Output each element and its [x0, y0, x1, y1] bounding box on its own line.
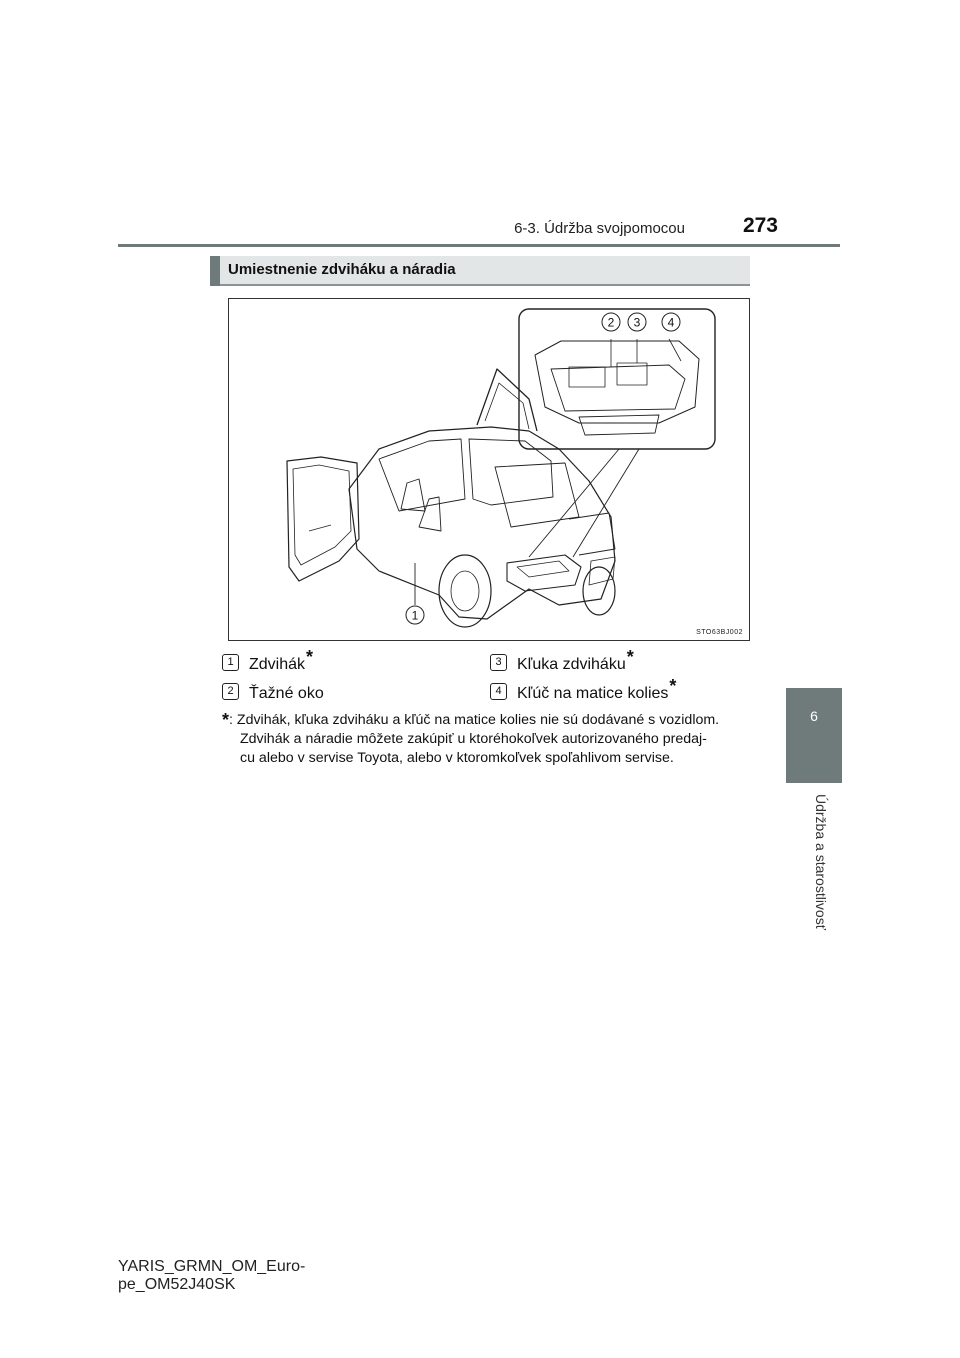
footnote-line-2: Zdvihák a náradie môžete zakúpiť u ktoréhokoľvek autorizovaného predaj-: [240, 731, 707, 747]
section-heading-accent: [210, 256, 220, 286]
callout-1: [406, 606, 424, 624]
legend-asterisk: *: [626, 647, 634, 667]
underfloor-tray: [507, 555, 581, 591]
callout-2: [602, 313, 620, 331]
legend-item-jack-handle: [490, 647, 634, 674]
legend-number-box: 4: [490, 683, 507, 700]
illustration-frame: [228, 298, 750, 641]
legend-label: Kľúč na matice kolies: [517, 685, 669, 702]
document-id-line-1: YARIS_GRMN_OM_Euro-: [118, 1258, 306, 1275]
callout-1-text: 1: [411, 608, 419, 623]
document-id-line-2: pe_OM52J40SK: [118, 1276, 236, 1293]
callout-4: [662, 313, 680, 331]
section-heading: [210, 256, 750, 286]
callout-3: [628, 313, 646, 331]
legend-label: Zdvihák: [249, 656, 306, 673]
document-id: [118, 1258, 358, 1294]
chapter-number: 6: [810, 708, 818, 724]
legend-number-box: 3: [490, 654, 507, 671]
section-heading-text: Umiestnenie zdviháku a náradia: [228, 261, 456, 278]
chapter-tab[interactable]: [786, 688, 842, 783]
footnote-line-3: cu alebo v servise Toyota, alebo v ktoromkoľvek spoľahlivom servise.: [240, 750, 674, 766]
figure-code: STO63BJ002: [696, 629, 743, 636]
header-divider: [118, 244, 840, 247]
raised-tailgate: [477, 369, 537, 431]
page-number: 273: [742, 214, 778, 237]
legend-item-jack: [222, 647, 314, 674]
open-door: [287, 457, 359, 581]
legend-item-wheel-nut-wrench: [490, 676, 677, 703]
legend-label: Ťažné oko: [249, 685, 324, 702]
car-tool-location-illustration: [229, 299, 749, 640]
legend-asterisk: *: [306, 647, 314, 667]
legend-number-box: 1: [222, 654, 239, 671]
callout-4-text: 4: [667, 315, 675, 330]
footnote-line-1: [222, 711, 752, 730]
legend-item-towing-eye: [222, 681, 325, 703]
footnote-text-1: : Zdvihák, kľuka zdviháku a kľúč na matice kolies nie sú dodávané s vozidlom.: [229, 712, 720, 728]
callout-2-text: 2: [607, 315, 615, 330]
legend-asterisk: *: [669, 676, 677, 696]
far-wheel: [583, 567, 615, 615]
header-section-title: 6-3. Údržba svojpomocou: [514, 220, 685, 237]
chapter-title: Údržba a starostlivosť: [813, 794, 829, 930]
legend-number-box: 2: [222, 683, 239, 700]
callout-3-text: 3: [633, 315, 641, 330]
legend-label: Kľuka zdviháku: [517, 656, 626, 673]
footnote: [222, 711, 752, 768]
footnote-asterisk: *: [222, 710, 230, 730]
rear-wheel: [439, 555, 491, 627]
